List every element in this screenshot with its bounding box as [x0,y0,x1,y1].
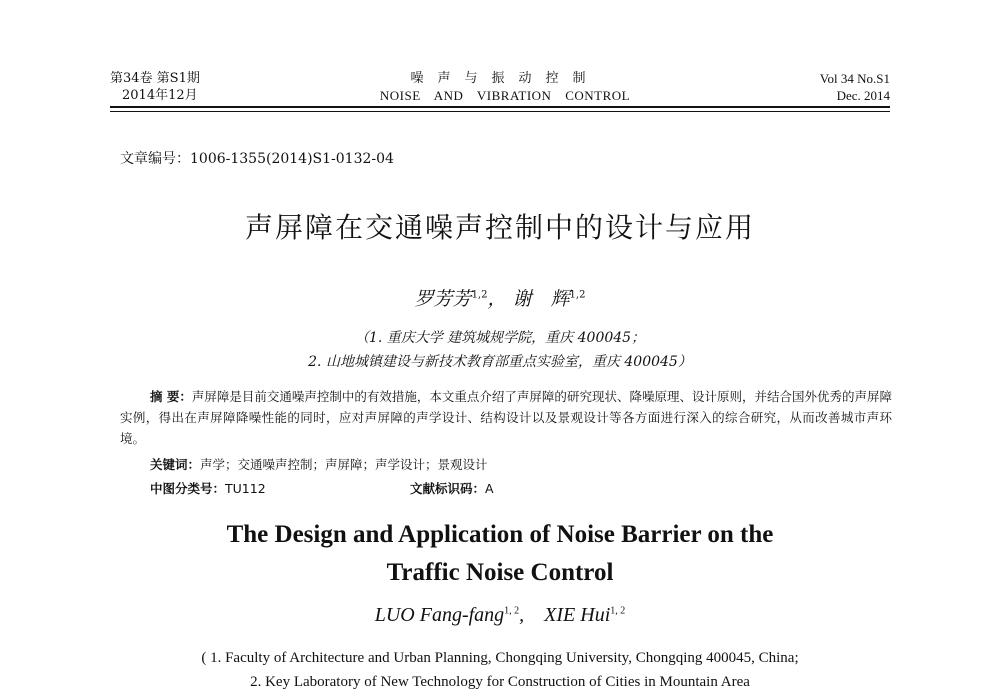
author-cn-2: 谢 辉 [512,288,570,310]
author-en-2-sup: 1, 2 [610,605,626,617]
volume-cn: 第34卷 第S1期 [110,71,200,86]
journal-issue-cn [110,70,200,104]
journal-name-cn: 噪声与振动控制 [410,71,600,86]
affiliations-en [100,646,900,694]
abstract [120,386,892,449]
date-en: Dec. 2014 [836,88,890,103]
header-rule-thick [110,106,890,108]
authors-en: LUO Fang-fang$^{1, 2}$, XIE Hui$^{1, 2}$ [374,604,626,626]
author-cn-1-sup: 1,2 [471,289,488,301]
document-code-label: 文献标识码： [410,481,486,496]
abstract-text: 声屏障是目前交通噪声控制中的有效措施，本文重点介绍了声屏障的研究现状、降噪原理、设计原则，并结合国外优秀的声屏障实例，得出在声屏障降噪性能的同时，应对声屏障的声学设计、结构设计以及景观设计等各方面进行深入的综合研究，从而改善城市声环境。 [120,389,892,446]
journal-name [340,70,670,104]
title-en-line-2: Traffic Noise Control [386,559,614,586]
header-rule-thin [110,111,890,112]
author-en-1-sup: 1, 2 [504,605,520,617]
author-en-1: LUO Fang-fang [374,604,505,626]
author-cn-1: 罗芳芳 [414,288,472,310]
author-cn-2-sup: 1,2 [569,289,586,301]
keywords-label: 关键词： [150,457,201,472]
document-code [410,479,494,497]
journal-issue-en [780,70,890,104]
title-en [100,516,900,592]
classification [150,479,266,497]
authors-cn: 罗芳芳$^{1,2}$， 谢 辉$^{1,2}$ [414,288,586,310]
journal-name-en: NOISE AND VIBRATION CONTROL [379,88,631,103]
title-en-line-1: The Design and Application of Noise Barrier on the [226,521,774,548]
document-code-value: A [485,481,494,496]
author-en-2: XIE Hui [544,604,611,626]
volume-en: Vol 34 No.S1 [819,71,890,86]
abstract-label: 摘 要： [150,389,192,404]
keywords-text: 声学；交通噪声控制；声屏障；声学设计；景观设计 [200,457,488,472]
affiliation-cn-2: 2. 山地城镇建设与新技术教育部重点实验室，重庆 400045） [308,354,692,370]
article-number: 文章编号：1006-1355(2014)S1-0132-04 [120,151,394,167]
affiliation-cn-1: （1. 重庆大学 建筑城规学院，重庆 400045； [354,330,646,346]
classification-label: 中图分类号： [150,481,226,496]
classification-value: TU112 [225,481,266,496]
affiliation-en-1: ( 1. Faculty of Architecture and Urban Planning, Chongqing University, Chongqing 400045, China; [201,650,799,666]
title-cn: 声屏障在交通噪声控制中的设计与应用 [244,211,755,244]
date-cn: 2014年12月 [122,88,198,103]
affiliation-en-2: 2. Key Laboratory of New Technology for Construction of Cities in Mountain Area [250,674,750,690]
affiliations-cn [150,326,850,374]
keywords [150,455,488,473]
